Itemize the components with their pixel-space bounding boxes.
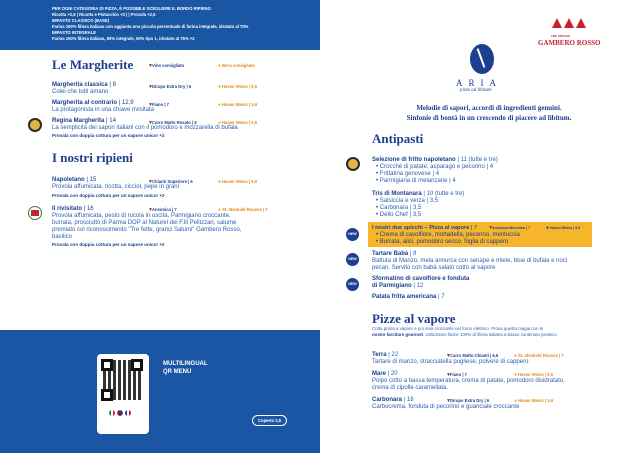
- item-description: Carbocrema, fonduta di pecorino e guanciale croccante: [372, 404, 520, 410]
- list-item: • Crocchè di patate, asparago e pecorino | 4: [376, 164, 493, 170]
- slogan-line: Melodie di sapori, accordi di ingredienti genuini.: [416, 104, 562, 112]
- provala-note: Provala con doppia cottura per un sapore unico! +2: [52, 133, 165, 138]
- menu-item-regina-margherita: Regina Margherita | 14: [52, 118, 116, 124]
- beer-pairing: 🍷 ●Hasen Weiss | 5,9: [546, 226, 580, 230]
- list-item: • Salsiccia e verza | 3,5: [376, 198, 438, 204]
- qr-finder-icon: [101, 389, 113, 401]
- item-description: pecan. Servito con babà salato cotto al vapore: [372, 265, 496, 271]
- provala-note: Provala con doppia cottura per un sapore unico! +2: [52, 193, 165, 198]
- wine-glass-icon: ▼: [148, 84, 153, 90]
- left-footer-band: [0, 330, 320, 453]
- beer-mug-icon: ●: [218, 120, 222, 126]
- uk-flag-icon[interactable]: [117, 410, 123, 416]
- item-description: premiato col riconoscimento "Tre fette, granci Salumi" Gambero Rosso,: [52, 227, 242, 233]
- menu-item-carbonara: Carbonara | 18: [372, 397, 414, 403]
- item-description: La protagonista in una chiave rivisitata: [52, 107, 155, 113]
- wine-pairing: 🍷 ▼Carro Matto Chianti | 6,6: [446, 353, 498, 358]
- item-description: crema di cipolle caramellata.: [372, 385, 449, 391]
- menu-item-selezione-fritto: Selezione di fritto napoletano | 11 (tutte e tre): [372, 157, 498, 163]
- menu-item-due-spicchi: I nostri due spicchi – Pizza al vapore | 7: [372, 225, 477, 231]
- wine-glass-icon: ▼: [148, 207, 153, 213]
- item-description: Colei che tutti amano: [52, 89, 109, 95]
- list-item: • Burrata, alici, pomodoro secco, foglia di cappero: [376, 239, 508, 245]
- item-description: Provola affumicata, ricotta, cicciol, pepe in grani: [52, 184, 179, 190]
- new-badge: NEW: [346, 253, 359, 266]
- vapore-title: Pizze al vapore: [372, 311, 456, 326]
- header-line: IMPASTO CLASSICO (BASE): [52, 18, 110, 23]
- wine-glass-icon: ▼: [148, 179, 153, 185]
- header-line: IMPASTO INTEGRALE: [52, 30, 97, 35]
- beer-pairing: ●St. Idesbald Rousse | 7: [514, 353, 564, 359]
- wine-glass-icon: ▼: [148, 102, 153, 108]
- menu-item-napoletano: Napoletano | 15: [52, 177, 97, 183]
- qr-menu-title: MULTILINGUAL QR MENU: [163, 361, 208, 375]
- qr-finder-icon: [101, 359, 113, 371]
- ripieni-title: I nostri ripieni: [52, 150, 133, 165]
- beer-mug-icon: ●: [218, 84, 222, 90]
- margherite-title: Le Margherite: [52, 57, 134, 72]
- aria-logo-icon: [470, 44, 494, 74]
- menu-item-patata-americana: Patata fritta americana | 7: [372, 294, 445, 300]
- beer-pairing: ●Hasen Weiss | 5,9: [218, 120, 258, 126]
- slogan-line: Sinfonie di bontà in un crescendo di piacere ad libitum.: [406, 114, 572, 122]
- language-flags: [109, 410, 137, 416]
- menu-item-sformatino-line2: di Parmigiano | 12: [372, 283, 424, 289]
- tre-spicchi-icon: [554, 18, 584, 34]
- menu-item-margherita-al-contrario: Margherita al contrario | 12,9: [52, 100, 134, 106]
- list-item: • Crema di cavolfiore, mortadella, pecorino, mentuccia: [376, 232, 520, 238]
- beer-mug-icon: ●: [514, 398, 518, 404]
- wine-pairing: 🍷 ▼Ansonica Monolino | 7: [488, 226, 530, 230]
- header-line: PER OGNI CATEGORIA DI PIZZA, È POSSIBILE SCEGLIERE IL BORDO RIPIENO: [52, 6, 211, 11]
- wine-glass-icon: ▼: [446, 398, 451, 404]
- beer-pairing: ●Hasen Weiss | 5,9: [218, 84, 258, 90]
- beer-pairing: ●Hasen Weiss | 5,9: [514, 372, 554, 378]
- menu-item-sformatino: Sformatino di cavolfiore e fonduta: [372, 276, 470, 282]
- new-badge: NEW: [346, 278, 359, 291]
- partner-line1: TRE SPICCHI: [551, 34, 571, 38]
- item-description: Polpo cotto a bassa temperatura, crema di patate, pomodoro disidratato,: [372, 378, 565, 384]
- beer-mug-icon: ●: [218, 63, 222, 69]
- coperto-badge: Coperto 2,5: [252, 415, 287, 426]
- item-description: basilico: [52, 234, 73, 240]
- wine-pairing: 🍷 ▼Ansonica | 7: [148, 207, 177, 212]
- wine-pairing: 🍷 ▼Dirupo Extra Dry | 6: [148, 84, 191, 89]
- new-badge: NEW: [346, 228, 359, 241]
- wine-glass-icon: ▼: [148, 63, 153, 69]
- qr-finder-icon: [131, 359, 143, 371]
- list-item: • Frittatina genovese | 4: [376, 171, 439, 177]
- vapore-intro: Cotta prima a vapore e poi resa croccante nel forno elettrico. Prova questa magia con le: [372, 326, 544, 331]
- beer-mug-icon: ●: [514, 372, 518, 378]
- beer-mug-icon: ●: [218, 179, 222, 185]
- list-item: • Carbonara | 3,5: [376, 205, 421, 211]
- list-item: • Dello Chef | 3,5: [376, 212, 421, 218]
- brand-name: ARIA: [456, 78, 502, 88]
- item-description: Battuta di Manzo, mela annurca con senape e miele, blue di bufala e noci: [372, 258, 568, 264]
- beer-pairing: ●Hasen Weiss | 5,9: [218, 102, 258, 108]
- beer-pairing: ●St. Idesbald Rousse | 7: [218, 207, 268, 213]
- wine-glass-icon: ▼: [446, 372, 451, 378]
- wine-pairing: 🍷 ▼Chianti Superiore | 6: [148, 179, 193, 184]
- wine-pairing: 🍷 ▼Fiano | 7: [148, 102, 169, 107]
- brand-tagline: pizze ad libitum: [460, 88, 492, 93]
- wine-glass-icon: ▼: [446, 353, 451, 359]
- left-header-band: [0, 0, 320, 50]
- beer-pairing: ●Hasen Weiss | 5,9: [514, 398, 554, 404]
- beer-pairing: ●Hasen Weiss | 5,9: [218, 179, 258, 185]
- wine-pairing: 🍷 ▼Dirupo Extra Dry | 6: [446, 398, 489, 403]
- menu-item-terra: Terra | 22: [372, 352, 399, 358]
- beer-legend: ●Birra consigliata: [218, 63, 255, 69]
- menu-item-il-rivisitato: Il rivisitato | 16: [52, 206, 94, 212]
- menu-item-mare: Mare | 20: [372, 371, 398, 377]
- wine-glass-icon: ▼: [488, 225, 493, 231]
- menu-item-tartare-baba: Tartare Babà | 8: [372, 251, 417, 257]
- header-line: Ricotta +2,5 | Ricotta e Pistacchio +3 | | Provola +2,5: [52, 12, 156, 17]
- menu-item-margherita-classica: Margherita classica | 8: [52, 82, 116, 88]
- list-item: • Parmigiana di melanzane | 4: [376, 178, 456, 184]
- beer-mug-icon: ●: [218, 207, 222, 213]
- wine-legend: 🍷 ▼Vino consigliato: [148, 63, 184, 68]
- header-line: Farina 100% filiera italiana con aggiunta una piccola percentuale di farina integrale, idratato al 70%: [52, 24, 249, 29]
- wine-glass-icon: ▼: [148, 120, 153, 126]
- partner-logo-text: GAMBERO ROSSO: [538, 39, 601, 47]
- france-flag-icon[interactable]: [125, 410, 131, 416]
- vapore-intro-line2: nostre farciture gourmet. Utilizziamo farine 100% di filiera italiana a basso contenuto proteico: [372, 332, 557, 337]
- beer-mug-icon: ●: [218, 102, 222, 108]
- award-badge-icon: [346, 157, 360, 171]
- award-badge-icon: [28, 118, 42, 132]
- wine-pairing: 🍷 ▼Fiano | 7: [446, 372, 467, 377]
- item-description: Provola affumicata, pesto di rucola in uscita, Parmigiano croccante,: [52, 213, 231, 219]
- provala-note: Provala con doppia cottura per un sapore unico! +2: [52, 242, 165, 247]
- gambero-rosso-award-icon: [28, 206, 42, 220]
- item-description: burrata, prosciutto di Parma DOP al Naturel dei F.lli Pellizzari, salume: [52, 220, 237, 226]
- wine-pairing: 🍷 ▼Carro Matto Rosato | 6: [148, 120, 197, 125]
- item-description: Tartare di manzo, stracciatella pugliese, polvere di cappero: [372, 359, 529, 365]
- beer-mug-icon: ●: [546, 225, 550, 231]
- header-line: Farina 100% filiera italiana, 50% integrale, 50% tipo 1, idratato al 75% +2: [52, 36, 195, 41]
- menu-item-tris-montanara: Tris di Montanara | 10 (tutte e tre): [372, 191, 465, 197]
- italy-flag-icon[interactable]: [109, 410, 115, 416]
- beer-mug-icon: ●: [514, 353, 518, 359]
- item-description: La semplicità dei sapori italiani con il pomodoro e mozzarella di bufala: [52, 125, 238, 131]
- antipasti-title: Antipasti: [372, 131, 424, 146]
- qr-card[interactable]: [97, 354, 149, 434]
